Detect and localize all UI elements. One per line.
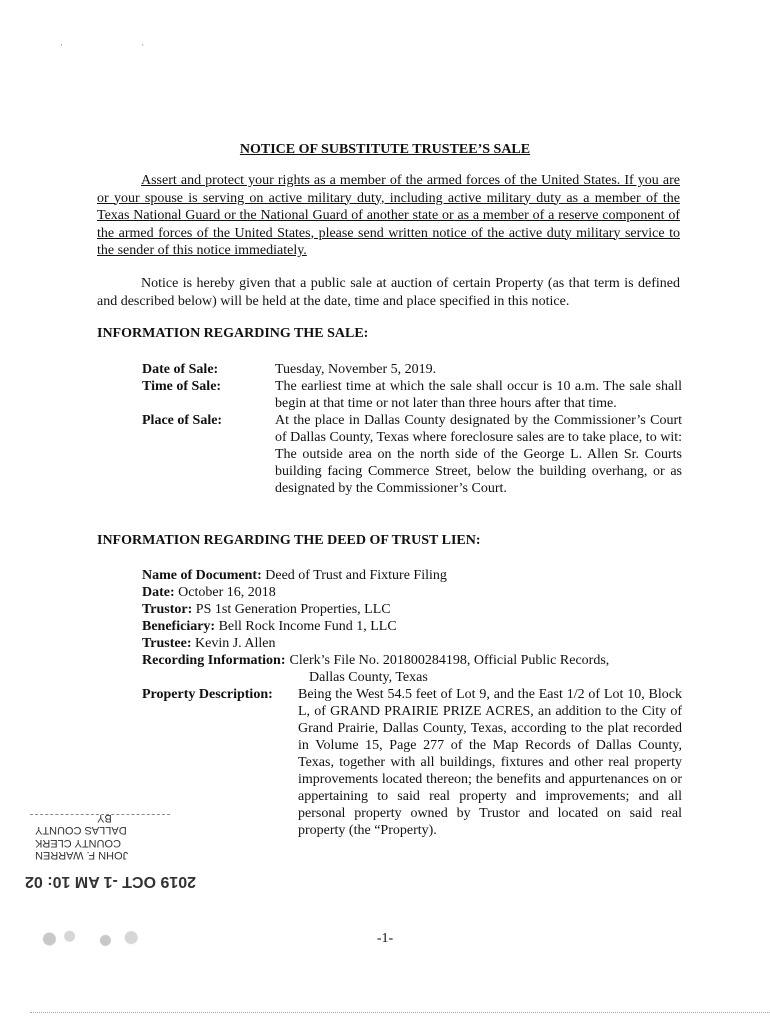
deed-beneficiary-label: Beneficiary: xyxy=(142,619,216,634)
deed-trustee-line xyxy=(142,635,682,652)
deed-trustor-label: Trustor: xyxy=(142,602,193,617)
sale-date-label: Date of Sale: xyxy=(142,362,219,377)
deed-trustor-line xyxy=(142,601,682,618)
sale-place-row xyxy=(142,412,682,497)
deed-property-value: Being the West 54.5 feet of Lot 9, and the East 1/2 of Lot 10, Block L, of GRAND PRAIRIE PRIZE ACRES, an addition to the City of Grand Prairie, Dallas County, Texas, according to the plat recorded in Volume 15, Page 277 of the Map Records of Dallas County, Texas, together with all buildings, fixtures and other real property improvements located thereon; the benefits and appurtenances on or appertaining to said real property and improvements; and all personal property owned by Trustor and located on said real property (the “Property). xyxy=(298,687,682,838)
stamp-name: JOHN F. WARREN xyxy=(35,849,129,861)
sale-place-label: Place of Sale: xyxy=(142,413,223,428)
deed-details xyxy=(142,567,682,839)
sale-date-row xyxy=(142,361,682,378)
deed-property-label: Property Description: xyxy=(142,687,273,702)
deed-document-value: Deed of Trust and Fixture Filing xyxy=(265,568,447,583)
document-title: NOTICE OF SUBSTITUTE TRUSTEE’S SALE xyxy=(239,142,531,157)
deed-trustor-value: PS 1st Generation Properties, LLC xyxy=(195,602,391,617)
sale-details xyxy=(142,361,682,497)
scan-edge-noise xyxy=(30,1012,770,1013)
stamp-county: DALLAS COUNTY xyxy=(35,824,127,836)
sale-time-value: The earliest time at which the sale shall occur is 10 a.m. The sale shall begin at that time or not later than three hours after that time. xyxy=(275,379,682,411)
deed-recording-value: Clerk’s File No. 201800284198, Official Public Records, xyxy=(289,653,610,668)
deed-date-label: Date: xyxy=(142,585,175,600)
page-number: -1- xyxy=(376,931,394,946)
deed-recording-line xyxy=(142,652,682,669)
deed-property-row xyxy=(142,686,682,839)
deed-date-value: October 16, 2018 xyxy=(178,585,276,600)
deed-document-line xyxy=(142,567,682,584)
deed-beneficiary-value: Bell Rock Income Fund 1, LLC xyxy=(218,619,397,634)
sale-date-value: Tuesday, November 5, 2019. xyxy=(275,362,437,377)
stamp-by: BY xyxy=(97,812,112,824)
sale-time-label: Time of Sale: xyxy=(142,379,222,394)
stamp-clerk: COUNTY CLERK xyxy=(35,837,121,849)
clerk-filing-stamp xyxy=(25,812,197,902)
deed-recording-continuation: Dallas County, Texas xyxy=(309,670,428,685)
deed-heading: INFORMATION REGARDING THE DEED OF TRUST LIEN: xyxy=(97,533,481,548)
intro-paragraph: Notice is hereby given that a public sale at auction of certain Property (as that term is defined and described below) will be held at the date, time and place specified in this notice. xyxy=(97,276,680,309)
deed-date-line xyxy=(142,584,682,601)
deed-trustee-value: Kevin J. Allen xyxy=(195,636,276,651)
scan-specks: · · xyxy=(60,40,183,50)
stamp-datetime: 2019 OCT -1 AM 10: 02 xyxy=(25,873,197,890)
military-notice: Assert and protect your rights as a member of the armed forces of the United States. If you are or your spouse is serving on active military duty, including active military duty as a member of the Texas National Guard or the National Guard of another state or as a member of a reserve component of the armed forces of the United States, please send written notice of the active duty military service to the sender of this notice immediately. xyxy=(97,173,680,258)
deed-document-label: Name of Document: xyxy=(142,568,262,583)
sale-heading: INFORMATION REGARDING THE SALE: xyxy=(97,326,369,341)
deed-beneficiary-line xyxy=(142,618,682,635)
sale-time-row xyxy=(142,378,682,412)
deed-recording-label: Recording Information: xyxy=(142,653,286,668)
deed-trustee-label: Trustee: xyxy=(142,636,192,651)
sale-place-value: At the place in Dallas County designated by the Commissioner’s Court of Dallas County, Texas where foreclosure sales are to take place, to wit: The outside area on the north side of the George L. Allen Sr. Courts building facing Commerce Street, below the building overhang, or as designated by the Commissioner’s Court. xyxy=(275,413,682,496)
